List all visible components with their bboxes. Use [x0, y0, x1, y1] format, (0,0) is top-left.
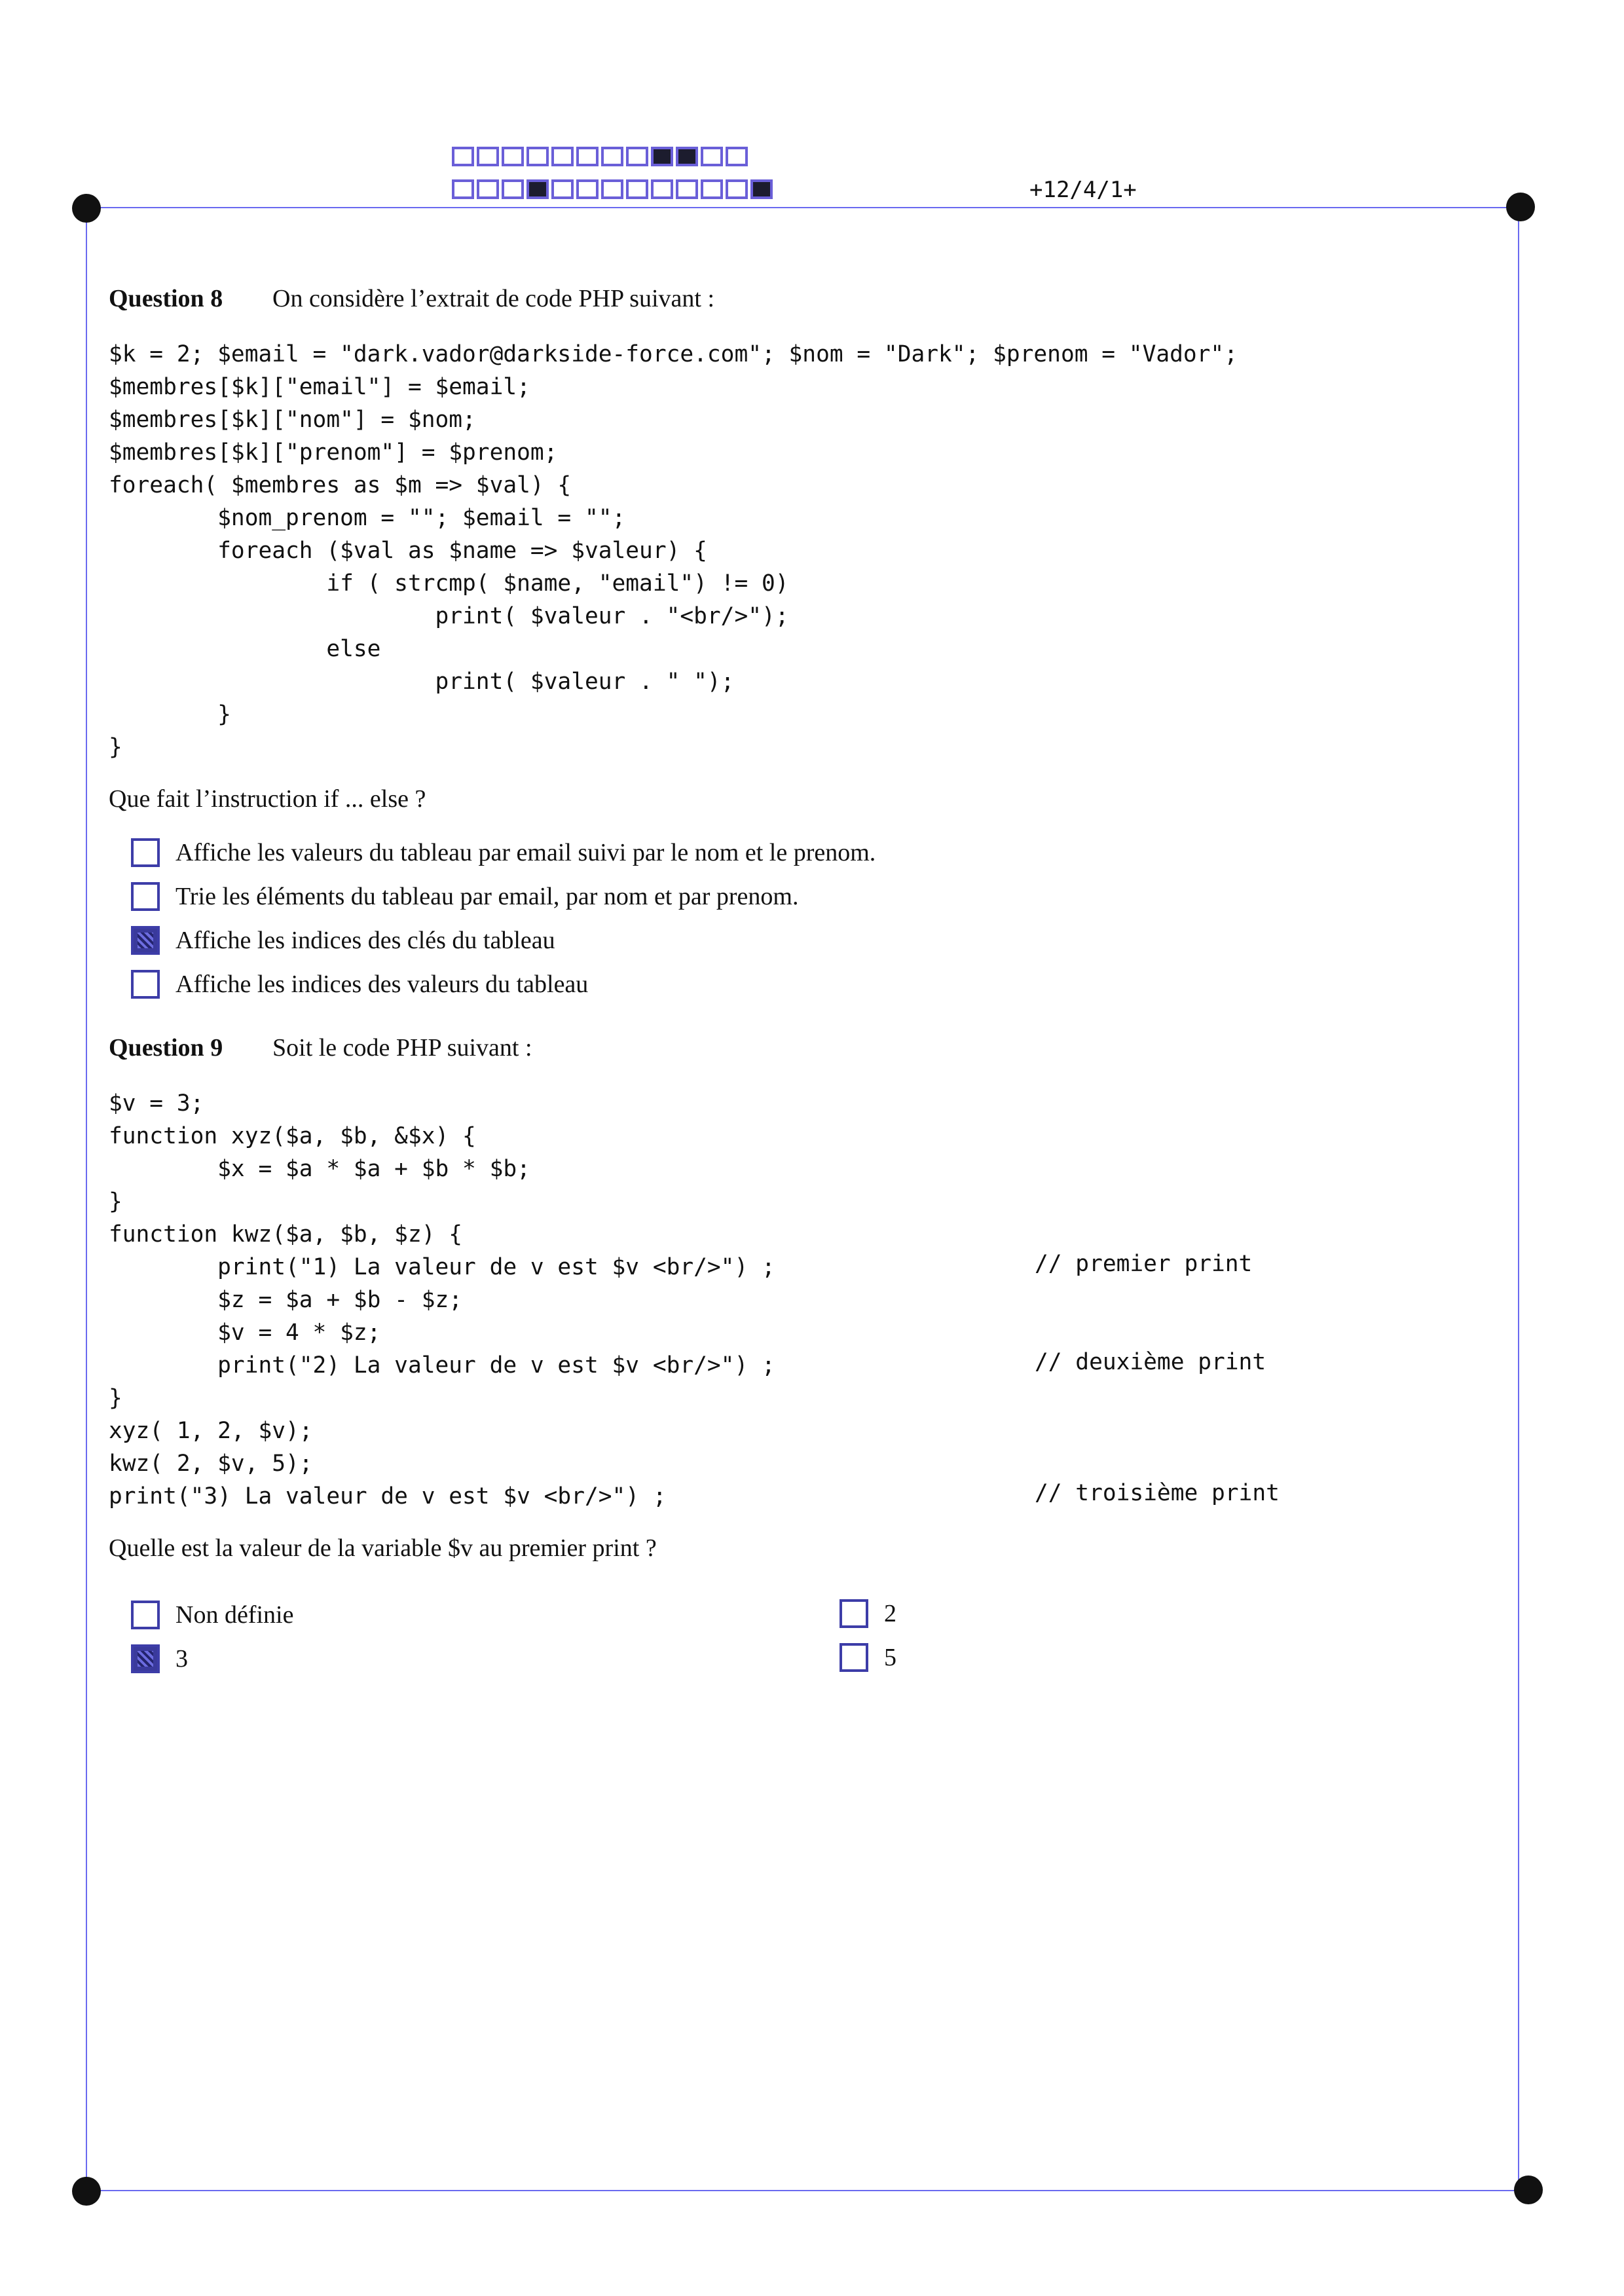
page-id: +12/4/1+ — [1029, 177, 1137, 203]
question-8-text: On considère l’extrait de code PHP suivant : — [272, 285, 715, 312]
choice-label: Affiche les indices des clés du tableau — [175, 927, 555, 954]
id-cell — [576, 147, 599, 166]
checkbox[interactable] — [131, 970, 160, 999]
question-9-choice-non-definie[interactable] — [131, 1601, 293, 1629]
id-cell — [601, 179, 623, 199]
code-line: $v = 4 * $z; — [109, 1320, 381, 1346]
code-line: print("1) La valeur de v est $v <br/>") ; — [109, 1254, 775, 1280]
question-8-prompt: Que fait l’instruction if ... else ? — [109, 785, 426, 813]
id-cell — [651, 179, 673, 199]
code-line: $membres[$k]["nom"] = $nom; — [109, 407, 476, 433]
code-line: print( $valeur . "<br/>"); — [109, 603, 789, 629]
checkbox-checked[interactable] — [131, 926, 160, 955]
question-8-label: Question 8 — [109, 285, 223, 312]
code-line: foreach( $membres as $m => $val) { — [109, 472, 572, 498]
code-line: kwz( 2, $v, 5); — [109, 1451, 313, 1477]
frame-left-line — [86, 207, 87, 2191]
id-cell — [576, 179, 599, 199]
code-line: function xyz($a, $b, &$x) { — [109, 1123, 476, 1149]
id-cell — [502, 179, 524, 199]
id-cell — [676, 147, 698, 166]
id-cell — [701, 147, 723, 166]
checkbox-checked[interactable] — [131, 1644, 160, 1673]
id-cell — [477, 147, 499, 166]
question-8-header — [109, 284, 714, 313]
id-cell — [502, 147, 524, 166]
code-line: $membres[$k]["email"] = $email; — [109, 374, 530, 400]
choice-label: 5 — [884, 1644, 896, 1671]
code-line: } — [109, 1189, 122, 1215]
checkbox[interactable] — [131, 882, 160, 911]
choice-label: Non définie — [175, 1601, 294, 1629]
code-line: else — [109, 636, 381, 662]
id-cell — [701, 179, 723, 199]
checkbox[interactable] — [840, 1599, 868, 1628]
question-9-header — [109, 1033, 532, 1062]
id-grid-row-2 — [452, 179, 773, 199]
choice-label: 3 — [175, 1645, 188, 1673]
question-8-choice-c[interactable] — [131, 926, 555, 955]
question-9-choice-5[interactable] — [840, 1643, 896, 1672]
checkbox[interactable] — [131, 1601, 160, 1629]
choice-label: Affiche les valeurs du tableau par email suivi par le nom et le prenom. — [175, 839, 876, 866]
id-cell — [750, 179, 773, 199]
code-line: } — [109, 734, 122, 760]
id-cell — [601, 147, 623, 166]
choice-label: 2 — [884, 1600, 896, 1627]
id-cell — [551, 147, 574, 166]
checkbox[interactable] — [131, 838, 160, 867]
comment-premier-print: // premier print — [1035, 1251, 1253, 1277]
corner-mark-top-right — [1506, 193, 1535, 221]
code-line: } — [109, 1385, 122, 1411]
id-cell — [477, 179, 499, 199]
question-8-choice-a[interactable] — [131, 838, 876, 867]
code-line: $x = $a * $a + $b * $b; — [109, 1156, 530, 1182]
code-line: $nom_prenom = ""; $email = ""; — [109, 505, 626, 531]
question-9-code — [109, 1087, 775, 1513]
question-8-choice-d[interactable] — [131, 970, 588, 999]
id-cell — [726, 147, 748, 166]
choice-label: Trie les éléments du tableau par email, par nom et par prenom. — [175, 883, 799, 910]
code-line: function kwz($a, $b, $z) { — [109, 1221, 463, 1248]
id-cell — [452, 147, 474, 166]
frame-bottom-line — [85, 2190, 1526, 2191]
comment-deuxieme-print: // deuxième print — [1035, 1349, 1266, 1375]
id-cell — [526, 179, 549, 199]
question-9-choice-3[interactable] — [131, 1644, 188, 1673]
corner-mark-bottom-left — [72, 2177, 101, 2206]
id-cell — [626, 147, 648, 166]
id-cell — [726, 179, 748, 199]
code-line: print( $valeur . " "); — [109, 669, 735, 695]
id-cell — [651, 147, 673, 166]
id-cell — [676, 179, 698, 199]
choice-label: Affiche les indices des valeurs du tableau — [175, 971, 589, 998]
id-cell — [452, 179, 474, 199]
question-9-choice-2[interactable] — [840, 1599, 896, 1628]
code-line: $membres[$k]["prenom"] = $prenom; — [109, 439, 558, 466]
code-line: $z = $a + $b - $z; — [109, 1287, 463, 1313]
corner-mark-top-left — [72, 194, 101, 223]
id-cell — [526, 147, 549, 166]
question-9-text: Soit le code PHP suivant : — [272, 1034, 532, 1062]
question-9-prompt: Quelle est la valeur de la variable $v au premier print ? — [109, 1534, 657, 1562]
code-line: $k = 2; $email = "dark.vador@darkside-force.com"; $nom = "Dark"; $prenom = "Vador"; — [109, 341, 1238, 367]
code-line: print("3) La valeur de v est $v <br/>") ; — [109, 1483, 667, 1509]
id-grid-row-1 — [452, 147, 748, 166]
code-line: xyz( 1, 2, $v); — [109, 1418, 313, 1444]
code-line: foreach ($val as $name => $valeur) { — [109, 538, 707, 564]
question-8-code — [109, 338, 1238, 764]
comment-troisieme-print: // troisième print — [1035, 1480, 1280, 1506]
code-line: $v = 3; — [109, 1090, 204, 1117]
code-line: if ( strcmp( $name, "email") != 0) — [109, 570, 789, 597]
frame-right-line — [1518, 207, 1519, 2191]
question-8-choice-b[interactable] — [131, 882, 798, 911]
question-9-label: Question 9 — [109, 1034, 223, 1062]
corner-mark-bottom-right — [1514, 2176, 1543, 2204]
code-line: } — [109, 701, 231, 728]
id-cell — [626, 179, 648, 199]
code-line: print("2) La valeur de v est $v <br/>") ; — [109, 1352, 775, 1379]
checkbox[interactable] — [840, 1643, 868, 1672]
id-cell — [551, 179, 574, 199]
frame-top-line — [85, 207, 1519, 208]
